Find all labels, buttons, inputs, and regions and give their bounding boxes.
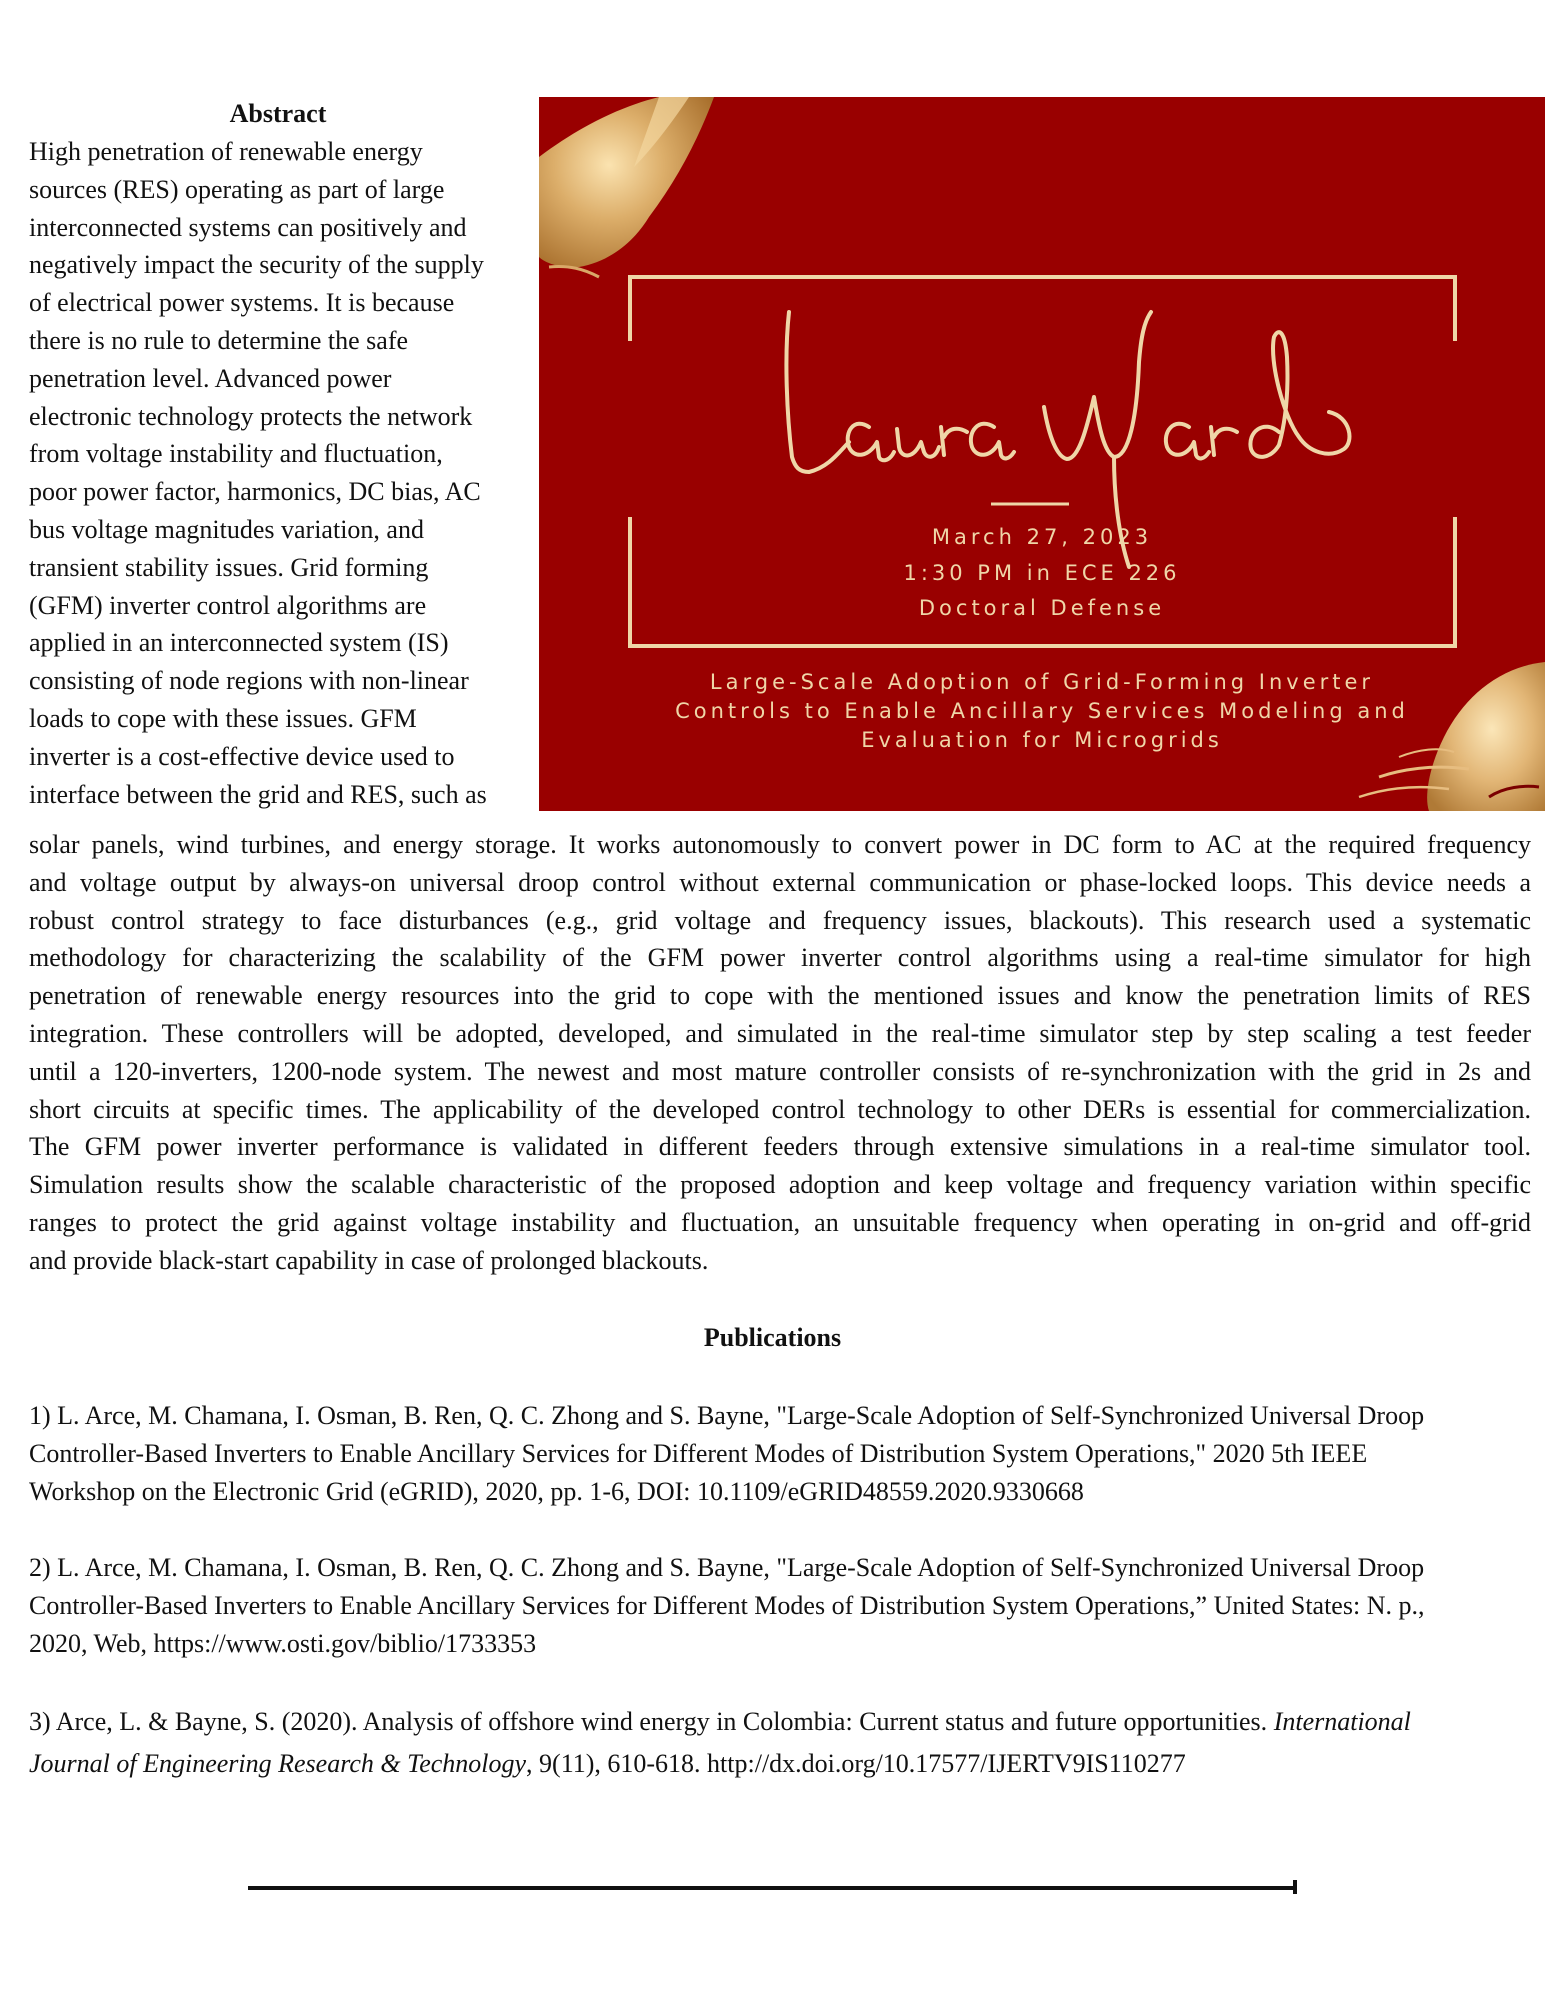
poster-date: March 27, 2023 (931, 525, 1153, 549)
abstract-line: consisting of node regions with non-linear (29, 666, 469, 696)
divider-end-tick (1293, 1880, 1297, 1894)
journal-name: Journal of Engineering Research & Technology (29, 1749, 527, 1778)
abstract-line: and provide black-start capability in case of prolonged blackouts. (29, 1245, 709, 1275)
abstract-line: The GFM power inverter performance is validated in different feeders through extensive simulations in a real-time simulator tool. (29, 1132, 1531, 1162)
poster-title-line: Controls to Enable Ancillary Services Modeling and (675, 699, 1409, 723)
abstract-line: of electrical power systems. It is because (29, 288, 455, 318)
abstract-heading: Abstract (229, 99, 327, 128)
abstract-line: short circuits at specific times. The applicability of the developed control technology to other DERs is essential for commercialization. (29, 1094, 1531, 1124)
bottom-divider (248, 1886, 1296, 1890)
abstract-line: from voltage instability and fluctuation, (29, 439, 443, 469)
publication-line (29, 1743, 1529, 1785)
poster-time-place: 1:30 PM in ECE 226 (903, 561, 1181, 585)
abstract-line: solar panels, wind turbines, and energy storage. It works autonomously to convert power in DC form to AC at the required frequency (29, 830, 1531, 859)
abstract-column-text (29, 133, 534, 813)
abstract-line: applied in an interconnected system (IS) (29, 628, 449, 658)
abstract-line: (GFM) inverter control algorithms are (29, 590, 427, 620)
abstract-line: robust control strategy to face disturbances (e.g., grid voltage and frequency issues, blackouts). This research used a systematic (29, 905, 1531, 935)
poster-title-line: Evaluation for Microgrids (861, 728, 1223, 752)
publication-line: Controller-Based Inverters to Enable Ancillary Services for Different Modes of Distribution System Operations," 2020 5th IEEE (29, 1439, 1368, 1468)
abstract-line: penetration level. Advanced power (29, 363, 392, 393)
publication-line: Workshop on the Electronic Grid (eGRID), 2020, pp. 1-6, DOI: 10.1109/eGRID48559.2020.9330668 (29, 1477, 1084, 1506)
publication-line: Controller-Based Inverters to Enable Ancillary Services for Different Modes of Distribution System Operations,” United States: N. p., (29, 1591, 1425, 1620)
abstract-line: penetration of renewable energy resources into the grid to cope with the mentioned issues and know the penetration limits of RES (29, 981, 1531, 1011)
abstract-line: methodology for characterizing the scalability of the GFM power inverter control algorithms using a real-time simulator for high (29, 943, 1531, 973)
abstract-line: interface between the grid and RES, such as (29, 779, 487, 809)
abstract-line: Simulation results show the scalable characteristic of the proposed adoption and keep voltage and frequency variation within specific (29, 1170, 1531, 1200)
abstract-line: bus voltage magnitudes variation, and (29, 514, 424, 544)
publication-line: 2020, Web, https://www.osti.gov/biblio/1733353 (29, 1629, 537, 1658)
abstract-line: until a 120-inverters, 1200-node system. The newest and most mature controller consists of re-synchronization with the grid in 2s and (29, 1056, 1531, 1086)
abstract-line: integration. These controllers will be adopted, developed, and simulated in the real-time simulator step by step scaling a test feeder (29, 1018, 1531, 1048)
publication-item (29, 1701, 1529, 1785)
poster-title-line: Large-Scale Adoption of Grid-Forming Inverter (709, 670, 1375, 694)
publication-line: 1) L. Arce, M. Chamana, I. Osman, B. Ren, Q. C. Zhong and S. Bayne, "Large-Scale Adoption of Self-Synchronized Universal Droop (29, 1401, 1425, 1430)
abstract-line: there is no rule to determine the safe (29, 325, 409, 355)
publication-line (29, 1701, 1529, 1743)
abstract-line: inverter is a cost-effective device used to (29, 741, 455, 771)
poster-event: Doctoral Defense (918, 596, 1166, 620)
abstract-line: interconnected systems can positively and (29, 212, 467, 242)
abstract-line: sources (RES) operating as part of large (29, 174, 445, 204)
abstract-line: High penetration of renewable energy (29, 137, 423, 166)
abstract-line: and voltage output by always-on universal droop control without external communication or phase-locked loops. This device needs a (29, 867, 1531, 897)
journal-name: International (1273, 1707, 1411, 1736)
abstract-line: electronic technology protects the network (29, 401, 473, 431)
gold-brush-stroke-top-left (539, 97, 714, 267)
publication-text: 3) Arce, L. & Bayne, S. (2020). Analysis of offshore wind energy in Colombia: Current status and future opportunities. (29, 1707, 1274, 1736)
poster-frame (630, 277, 1455, 646)
abstract-line: transient stability issues. Grid forming (29, 552, 429, 582)
publications-heading: Publications (703, 1323, 842, 1352)
publication-item (29, 1549, 1529, 1663)
abstract-line: poor power factor, harmonics, DC bias, AC (29, 477, 481, 507)
abstract-line: ranges to protect the grid against voltage instability and fluctuation, an unsuitable frequency when operating in on-grid and off-grid (29, 1207, 1531, 1237)
publication-line: 2) L. Arce, M. Chamana, I. Osman, B. Ren, Q. C. Zhong and S. Bayne, "Large-Scale Adoption of Self-Synchronized Universal Droop (29, 1553, 1425, 1582)
publication-text: , 9(11), 610-618. http://dx.doi.org/10.17577/IJERTV9IS110277 (526, 1749, 1186, 1778)
abstract-full-width-text (29, 826, 1531, 1280)
publication-item (29, 1397, 1529, 1511)
defense-poster (539, 97, 1545, 811)
abstract-line: negatively impact the security of the supply (29, 250, 484, 280)
abstract-line: loads to cope with these issues. GFM (29, 703, 417, 733)
